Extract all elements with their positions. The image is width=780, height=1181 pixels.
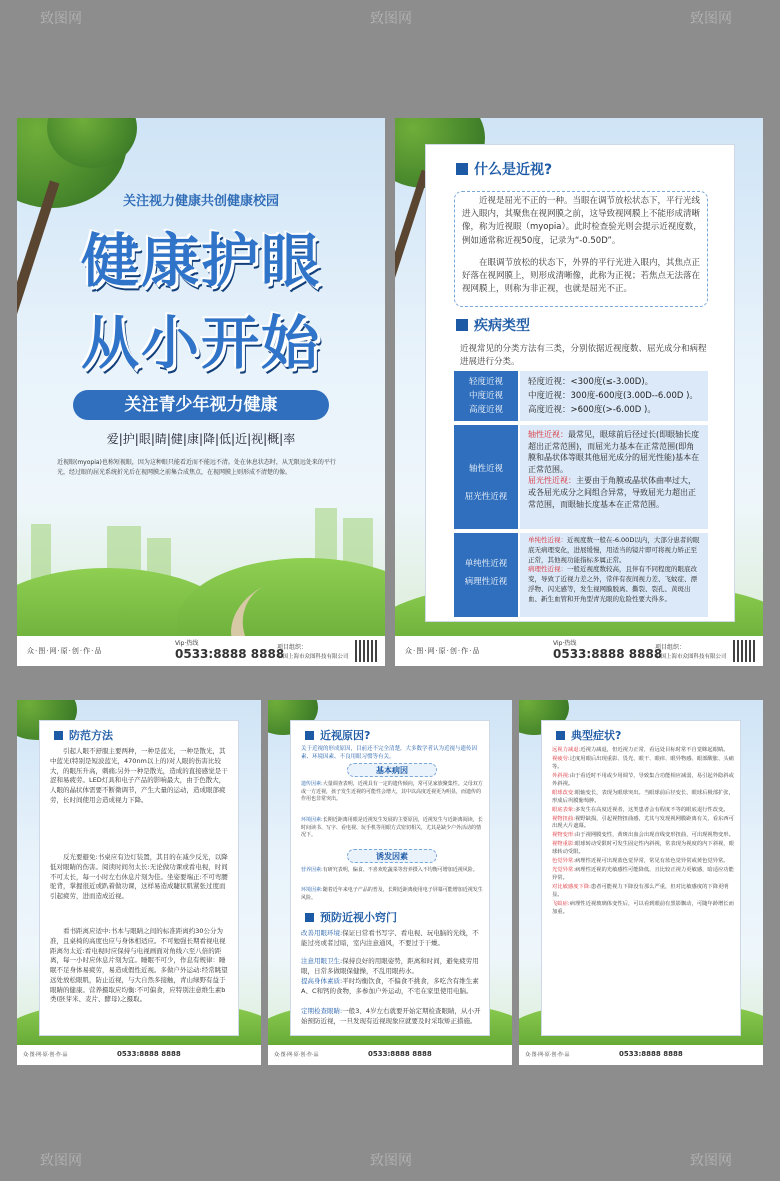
type-label: 高度近视 xyxy=(468,405,503,415)
poster-prevention xyxy=(17,700,261,1065)
type-detail-heading: 病理性近视： xyxy=(528,565,567,574)
symptom-heading: 光觉异常: xyxy=(552,867,575,874)
section-heading xyxy=(456,159,552,179)
tip-heading: 注意用眼卫生: xyxy=(301,957,343,965)
symptom-heading: 远视力减退: xyxy=(552,747,581,753)
type-detail-box xyxy=(520,371,708,421)
section-heading xyxy=(456,315,530,335)
type-detail: 主要由于角膜或晶状体曲率过大，或各屈光成分之间组合异常，导致屈光力超出正常范围，而眼轴长度基本在正常范围。 xyxy=(528,476,696,509)
symptom-text: 病理性近视可出现蓝色觉异常，常见有蓝色觉异常或黄色觉异常。 xyxy=(574,858,729,865)
watermark: 致图网 xyxy=(370,11,412,27)
cause-item xyxy=(301,781,483,804)
square-icon xyxy=(556,731,565,740)
type-label-box xyxy=(454,533,518,617)
footer-brand: 众·图·网·原·创·作·品 xyxy=(23,1052,68,1058)
poster-title xyxy=(17,118,385,666)
watermark: 致图网 xyxy=(690,1153,732,1169)
tip-item xyxy=(301,929,483,949)
watermark: 致图网 xyxy=(40,1153,82,1169)
trigger-cause-label: 诱发因素 xyxy=(347,849,437,863)
type-label: 轻度近视 xyxy=(468,377,503,387)
poster-footer xyxy=(268,1045,512,1065)
prevention-text: 看书距离应适中:书本与眼睛之间的标准距离约30公分为准，且桌椅的高度也应与身体相适应。不可勉强长期看视电视距离勿太近:看电视时应保持与电视画面对角线六至八倍的距离，每一小时应休息片刻为宜。睡眠不可少，作息有规律：睡眠不足身体易疲劳，易造成假性近视。多做户外运动:经常眺望远处放松眼肌，防止近视，与大自然多接触，青山绿野有益于眼睛的健康。营养摄取应均衡:不可偏食，应特别注意维生素b类(胚芽米、麦片、酵母)之摄取。 xyxy=(50,927,228,1004)
footer-phone: 0533:8888 8888 xyxy=(368,1050,432,1058)
footer-brand: 众·图·网·原·创·作·品 xyxy=(27,647,103,655)
square-icon xyxy=(456,163,468,175)
symptom-heading: 色觉异常: xyxy=(552,858,575,865)
footer-project: 项目组织： xyxy=(655,644,686,651)
heading-text: 典型症状? xyxy=(571,729,622,742)
content-card xyxy=(39,720,239,1036)
cause-text: 大量调查表明，近视具有一定的遗传倾向，常可见家族聚集性。父母双方或一方近视，孩子发生近视的可能性会增大，其中以高度近视更为明显，而遗传的作用也非常突出。 xyxy=(301,781,483,802)
symptom-text: 眼轴变长，表现为眼球突出。当眼球前后径变长，眼球后极部扩张，形成后巩膜葡萄肿。 xyxy=(552,789,734,804)
square-icon xyxy=(54,731,63,740)
symptom-text: 视野缺损，引起视物扭曲感，尤其与发现视网膜距离有关，看东西可出现大片遮幕。 xyxy=(552,815,734,830)
section-heading xyxy=(556,727,621,743)
symptom-text: 眼球转动受限时可发生固定性内斜视，常表现为视度的内下斜视，眼球转动受限。 xyxy=(552,841,734,856)
footer-hotline-label: Vip·热线 xyxy=(553,640,577,647)
poster-footer xyxy=(17,1045,261,1065)
type-detail-heading: 单纯性近视： xyxy=(528,536,567,544)
type-detail: 中度近视：300度-600度(3.00D--6.00D )。 xyxy=(528,391,698,401)
qr-code xyxy=(733,640,755,662)
tip-text: 平时均衡饮食，不偏食不挑食，多吃含有维生素A、C和钙的食物，多参加户外运动，不宅在家里使用电脑。 xyxy=(301,977,479,995)
poster-myopia-info xyxy=(395,118,763,666)
content-card xyxy=(425,144,735,622)
footer-phone: 0533:8888 8888 xyxy=(553,647,663,661)
symptom-heading: 飞蚊症: xyxy=(552,900,570,907)
definition-text-2: 在眼调节放松的状态下，外界的平行光进入眼内，其焦点正好落在视网膜上，则形成清晰像，此称为正视；若焦点无法落在视网膜上，则称为非正视，也就是屈光不正。 xyxy=(462,258,701,295)
footer-hotline-label: Vip·热线 xyxy=(175,640,199,647)
poster-title-line2: 从小开始 xyxy=(80,309,321,377)
cause-item xyxy=(301,817,483,840)
cause-text: 随着近年来电子产品的普及，长期近距离使用电子屏幕可能增加近视发生风险。 xyxy=(301,887,483,901)
symptom-list xyxy=(552,747,734,918)
poster-footer xyxy=(519,1045,763,1065)
content-card xyxy=(541,720,741,1036)
cause-item xyxy=(301,867,483,875)
section-heading xyxy=(305,909,397,925)
classification-intro: 近视常见的分类方法有三类，分别依据近视度数、屈光成分和病程进展进行分类。 xyxy=(460,344,707,368)
symptom-item xyxy=(552,773,734,789)
type-label: 中度近视 xyxy=(468,391,503,401)
footer-company: 中国上海市众图科技有限公司 xyxy=(277,654,349,660)
type-label: 轴性近视 xyxy=(468,464,503,474)
tip-item xyxy=(301,977,483,997)
cause-heading: 环境因素: xyxy=(301,817,323,823)
prevention-text: 引起人眼不舒服主要两种，一种是蓝光，一种是散光，其中蓝光(特别是短波蓝光，470nm以上的)对人眼的伤害比较大，的眼压升高，刺痛;另外一种是散光，造成的直接感觉是干涩和易疲劳。LED灯具和电子产品的影响最大，由于色散大，人眼的晶状体需要不断微调节，产生大量的运动，造成眼部疲劳，长时间使用会造成视力下降。 xyxy=(50,747,228,804)
symptom-item xyxy=(552,756,734,772)
type-detail: 近视度数一般在-6.00D以内，大部分患者的眼底无病理变化，进展缓慢，用适当的镜片即可将视力矫正至正常，其他视功能指标多属正常。 xyxy=(528,536,700,564)
poster-causes xyxy=(268,700,512,1065)
symptom-text: 近视力减退，但近视力正常，看远处目标时常不自觉眯起眼睛。 xyxy=(580,747,729,753)
symptom-heading: 对比敏感度下降: xyxy=(552,884,591,890)
tip-heading: 定期检查眼睛: xyxy=(301,1007,343,1015)
footer-brand: 众·图·网·原·创·作·品 xyxy=(274,1052,319,1058)
type-detail: 轻度近视：<300度(≤-3.00D)。 xyxy=(528,377,654,387)
type-detail-heading: 屈光性近视： xyxy=(528,476,576,486)
footer-brand: 众·图·网·原·创·作·品 xyxy=(525,1052,570,1058)
poster-footer xyxy=(17,636,385,666)
type-detail: 一般近视度数较高，且伴有不同程度的眼底改变，导致了近视力差之外，常伴有夜间视力差、飞蚊症、漂浮物、闪光感等，发生视网膜脱离、撕裂、裂孔、黄斑出血、新生血管和开角型青光眼的危险性要大得多。 xyxy=(528,565,697,603)
poster-title-line1: 健康护眼 xyxy=(80,227,321,295)
symptom-item xyxy=(552,867,734,883)
footer-brand: 众·图·网·原·创·作·品 xyxy=(405,647,481,655)
tip-text: 保持良好的用眼姿势，距离和时间，避免疲劳用眼，日常多做眼保健操，不乱用眼药水。 xyxy=(301,957,479,975)
symptom-item xyxy=(552,884,734,900)
symptom-heading: 视物扭曲: xyxy=(552,815,575,822)
watermark: 致图网 xyxy=(690,11,732,27)
footer-phone: 0533:8888 8888 xyxy=(619,1050,683,1058)
qr-code xyxy=(355,640,377,662)
symptom-text: 病理性近视的光敏感性可能降低，且比较正视力更敏感，暗适应功能异常。 xyxy=(552,867,734,882)
footer-project: 项目组织： xyxy=(277,644,308,651)
type-detail-box xyxy=(520,425,708,529)
poster-symptoms xyxy=(519,700,763,1065)
symptom-text: 患者可能视力下降没有那么严重，但对比敏感度的下降更明显。 xyxy=(552,884,729,898)
symptom-text: 病理性近视玻璃体变性后，可以看到眼前有黑影飘动，可随年龄增长而加重。 xyxy=(552,900,734,915)
symptom-item xyxy=(552,901,734,917)
cause-heading: 环境因素: xyxy=(301,887,323,893)
definition-text: 近视是屈光不正的一种。当眼在调节放松状态下，平行光线进入眼内，其聚焦在视网膜之前，这导致视网膜上不能形成清晰像，称为近视眼（myopia）。此时检查验光则会提示近视度数，例如通常称近视50度，记录为“-0.50D”。 xyxy=(462,196,702,246)
square-icon xyxy=(305,913,314,922)
type-detail-box xyxy=(520,533,708,617)
symptom-item xyxy=(552,807,734,815)
causes-intro: 关于近视的形成原因，目前还不完全清楚，大多数学者认为近视与遗传因素、环境因素、不良用眼习惯等有关。 xyxy=(301,746,478,761)
poster-subtitle: 关注视力健康共创健康校园 xyxy=(122,194,279,209)
symptom-item xyxy=(552,816,734,832)
type-detail: 最常见，眼球前后径过长(即眼轴长度超出正常范围)，而屈光力基本在正常范围(即角膜和晶状体等眼其他屈光成分的屈光性能)基本在正常范围。 xyxy=(528,430,700,474)
prevention-text: 反光要避免:书桌应有边灯装置，其目的在减少反光，以降低对眼睛的伤害。阅读时间勿太长:无论做功课或看电视，时间不可太长，每一小时左右休息片刻为佳。坐姿要端正:不可弯腰驼背，掌握很近或趴着做功课，这样易造成睫状肌紧张过度而引起疲劳，进而造成近视。 xyxy=(50,853,228,900)
type-detail: 高度近视：>600度(>-6.00D )。 xyxy=(528,405,656,415)
tip-item xyxy=(301,1007,483,1027)
symptom-heading: 眼底表象: xyxy=(552,806,575,813)
heading-text: 什么是近视? xyxy=(474,162,553,178)
cause-text: 长期近距离用眼是近视发生发展的主要原因，近视发生与近距离阅读，长时间读书、写字、看电视、玩手机等用眼方式密切相关，尤其是缺少户外活动的情况下。 xyxy=(301,817,483,838)
type-label: 病理性近视 xyxy=(464,577,508,587)
type-label: 单纯性近视 xyxy=(464,559,508,569)
heading-text: 近视原因? xyxy=(320,729,371,742)
symptom-heading: 眼球改变: xyxy=(552,789,575,796)
content-card xyxy=(290,720,490,1036)
tip-heading: 提高身体素质: xyxy=(301,977,343,985)
symptom-heading: 外斜视: xyxy=(552,772,570,779)
section-heading xyxy=(54,727,113,743)
symptom-heading: 视物重影: xyxy=(552,841,575,848)
type-label: 屈光性近视 xyxy=(464,492,508,502)
cause-heading: 营养因素: xyxy=(301,867,323,873)
tip-text: 保证日常看书写字、看电视、玩电脑的光线，不能过亮或者过暗，室内注意通风，不要过于干燥。 xyxy=(301,929,479,947)
heading-text: 预防近视小窍门 xyxy=(320,911,397,924)
watermark: 致图网 xyxy=(40,11,82,27)
watermark: 致图网 xyxy=(370,1153,412,1169)
poster-footer xyxy=(395,636,763,666)
symptom-item xyxy=(552,841,734,857)
symptom-item xyxy=(552,832,734,840)
type-label-box xyxy=(454,371,518,421)
square-icon xyxy=(305,731,314,740)
symptom-heading: 视物变形: xyxy=(552,832,575,839)
type-label-box xyxy=(454,425,518,529)
tip-text: 一般3、4岁左右就要开始定期检查眼睛，从小开始预防近视，一旦发现有近视现象应就要及时采取矫正措施。 xyxy=(301,1007,481,1025)
footer-phone: 0533:8888 8888 xyxy=(175,647,285,661)
symptom-text: 多发生在高度近视者，这类患者会有程度不等的眼底退行性改变。 xyxy=(574,806,729,813)
cause-item xyxy=(301,887,483,902)
tip-heading: 改善用眼环境: xyxy=(301,929,343,937)
square-icon xyxy=(456,319,468,331)
cause-text: 有研究表明，偏食、不喜欢吃蔬菜等营养摄入不均衡可增加近视风险。 xyxy=(322,867,478,873)
tip-item xyxy=(301,957,483,977)
symptom-heading: 视疲劳: xyxy=(552,755,570,762)
poster-banner: 关注青少年视力健康 xyxy=(73,390,329,420)
footer-phone: 0533:8888 8888 xyxy=(117,1050,181,1058)
symptom-text: 由于视网膜变性，黄斑出血会出现直线变形扭曲，可出现视物变形。 xyxy=(574,832,734,839)
symptom-text: 由于看近时不用或少用调节，导致集合功能相应减弱，易引起外隐斜或外斜视。 xyxy=(552,772,734,787)
poster-slogan: 爱|护|眼|睛|健|康|降|低|近|视|概|率 xyxy=(106,432,296,446)
symptom-text: 过度用眼后出现重影、畏光、眼干、眼痒、眼异物感、眼部酸胀、头痛等。 xyxy=(552,755,734,770)
heading-text: 防范方法 xyxy=(69,729,113,742)
symptom-item xyxy=(552,790,734,806)
symptom-item xyxy=(552,858,734,866)
symptom-item xyxy=(552,747,734,755)
cause-heading: 遗传因素: xyxy=(301,781,323,787)
heading-text: 疾病类型 xyxy=(474,318,530,334)
footer-company: 中国上海市众图科技有限公司 xyxy=(655,654,727,660)
section-heading xyxy=(305,727,370,743)
poster-description: 近视眼(myopia)也称短视眼，因为这种眼只能看近而不能远不清。处在休息状态时，从无限远处来的平行光，经过眼的屈光系统折光后在视网膜之前集合成焦点，在视网膜上则形成不清楚的像。 xyxy=(57,459,336,476)
type-detail-heading: 轴性近视： xyxy=(528,430,568,439)
basic-cause-label: 基本病因 xyxy=(347,763,437,777)
